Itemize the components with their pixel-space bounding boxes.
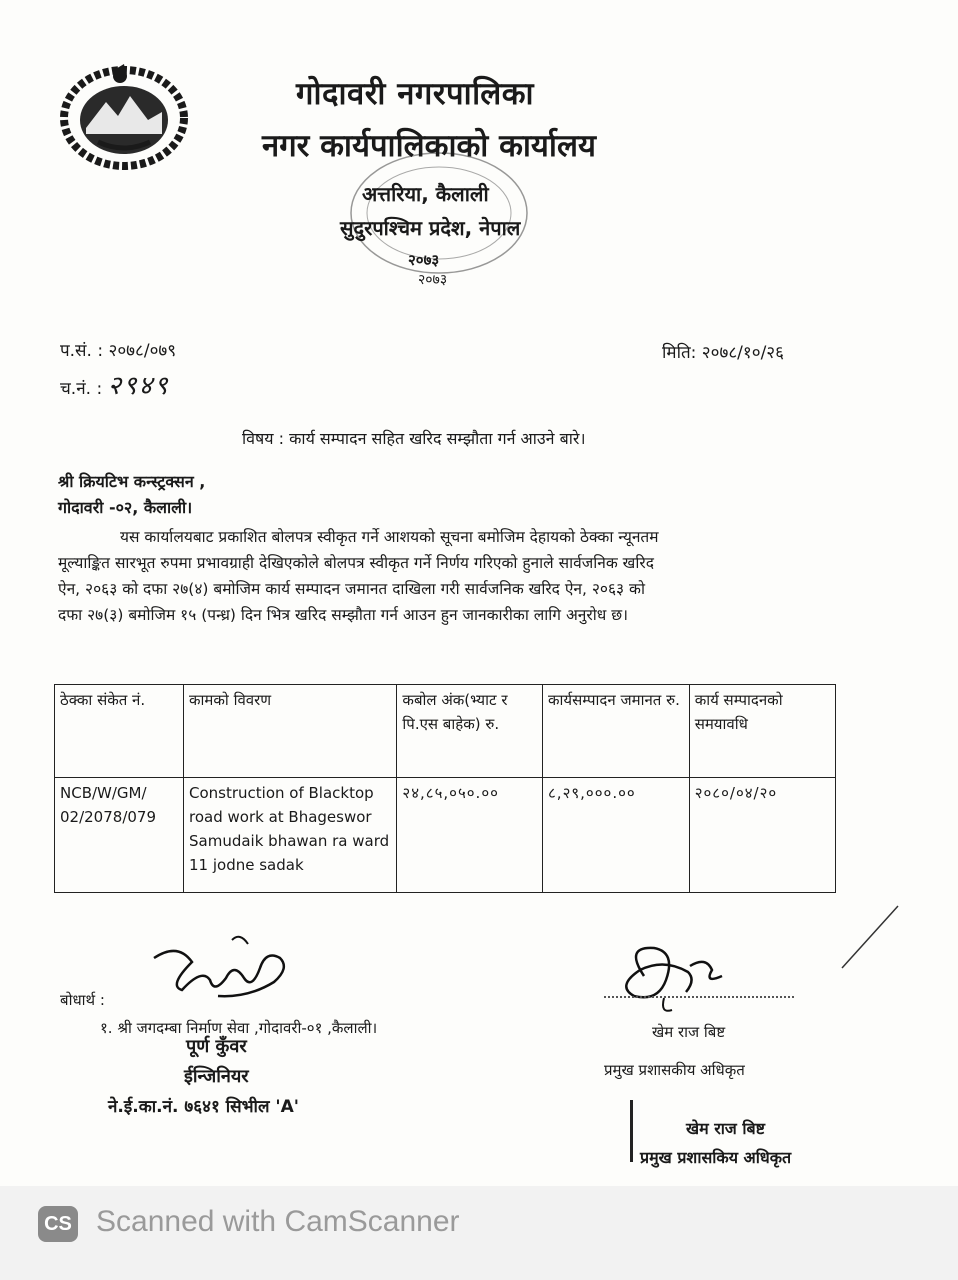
table-row xyxy=(55,778,836,893)
camscanner-watermark: Scanned with CamScanner xyxy=(96,1205,460,1238)
body-line: ऐन, २०६३ को दफा २७(४) बमोजिम कार्य सम्पादन जमानत दाखिला गरी सार्वजनिक खरिद ऐन, २०६३ को xyxy=(58,580,645,598)
body-line: मूल्याङ्कित सारभूत रुपमा प्रभावग्राही देखिएकोले बोलपत्र स्वीकृत गर्ने निर्णय गरिएको हुनाले सार्वजनिक खरिद xyxy=(58,554,654,572)
cell-performance-guarantee: ८,२९,०००.०० xyxy=(543,778,690,893)
office-address-line2: सुदुरपश्चिम प्रदेश, नेपाल xyxy=(340,216,521,240)
seal-bracket xyxy=(630,1100,633,1162)
office-name: नगर कार्यपालिकाको कार्यालय xyxy=(262,128,596,164)
seal-signatory-name: खेम राज बिष्ट xyxy=(686,1119,765,1138)
header-completion-period: कार्य सम्पादनको समयावधि xyxy=(689,685,835,778)
letter-number-value: २०७८/०७९ xyxy=(108,341,177,361)
pen-stroke-mark xyxy=(838,902,902,972)
engineer-name: पूर्ण कुँवर xyxy=(186,1036,247,1057)
engineer-title: ईन्जिनियर xyxy=(184,1066,249,1087)
recipient-address: गोदावरी -०२, कैलाली। xyxy=(58,498,193,517)
letter-date xyxy=(662,340,784,363)
letter-number-label: प.सं. : xyxy=(60,341,104,361)
recipient-name: श्री क्रियटिभ कन्स्ट्रक्सन , xyxy=(58,472,206,491)
letter-date-value: २०७८/१०/२६ xyxy=(701,343,784,363)
signature-dotted-line xyxy=(604,996,794,998)
letter-number xyxy=(60,338,176,361)
municipality-name: गोदावरी नगरपालिका xyxy=(296,76,535,112)
letter-date-label: मिति: xyxy=(662,343,697,363)
letter-body xyxy=(58,524,828,628)
dispatch-number-value: २९४९ xyxy=(107,371,170,401)
engineer-registration: ने.ई.का.नं. ७६४१ सिभील 'A' xyxy=(108,1097,299,1117)
established-year: २०७३ xyxy=(408,251,440,269)
dispatch-number-label: च.नं. : xyxy=(60,379,103,399)
header-work-description: कामको विवरण xyxy=(184,685,397,778)
engineer-signature xyxy=(148,928,298,1018)
signatory-name: खेम राज बिष्ट xyxy=(652,1023,726,1041)
cc-item: १. श्री जगदम्बा निर्माण सेवा ,गोदावरी-०१ ,कैलाली। xyxy=(100,1019,378,1037)
letter-subject: विषय : कार्य सम्पादन सहित खरिद सम्झौता गर्न आउने बारे। xyxy=(242,429,586,448)
camscanner-logo-icon: CS xyxy=(38,1206,78,1242)
table-header-row xyxy=(55,685,836,778)
body-line: यस कार्यालयबाट प्रकाशित बोलपत्र स्वीकृत गर्ने आशयको सूचना बमोजिम देहायको ठेक्का न्यूनतम xyxy=(120,528,659,546)
header-contract-code: ठेक्का संकेत नं. xyxy=(55,685,184,778)
nepal-emblem-logo xyxy=(58,62,190,170)
cell-bid-amount: २४,८५,०५०.०० xyxy=(397,778,543,893)
office-address-line1: अत्तरिया, कैलाली xyxy=(362,182,489,206)
cell-contract-code: NCB/W/GM/ 02/2078/079 xyxy=(55,778,184,893)
body-line: दफा २७(३) बमोजिम १५ (पन्ध्र) दिन भित्र खरिद सम्झौता गर्न आउन हुन जानकारीका लागि अनुरोध छ। xyxy=(58,606,628,624)
cell-completion-period: २०८०/०४/२० xyxy=(689,778,835,893)
contract-table xyxy=(54,684,836,893)
dispatch-number xyxy=(60,366,170,402)
header-performance-guarantee: कार्यसम्पादन जमानत रु. xyxy=(543,685,690,778)
cc-label: बोधार्थ : xyxy=(60,991,105,1009)
header-bid-amount: कबोल अंक(भ्याट र पि.एस बाहेक) रु. xyxy=(397,685,543,778)
officer-signature xyxy=(604,936,754,1016)
established-year-handwritten: २०७३ xyxy=(418,272,448,288)
cell-work-description: Construction of Blacktop road work at Bhageswor Samudaik bhawan ra ward 11 jodne sadak xyxy=(184,778,397,893)
seal-signatory-title: प्रमुख प्रशासकिय अधिकृत xyxy=(640,1148,792,1167)
signatory-title: प्रमुख प्रशासकीय अधिकृत xyxy=(604,1061,745,1079)
